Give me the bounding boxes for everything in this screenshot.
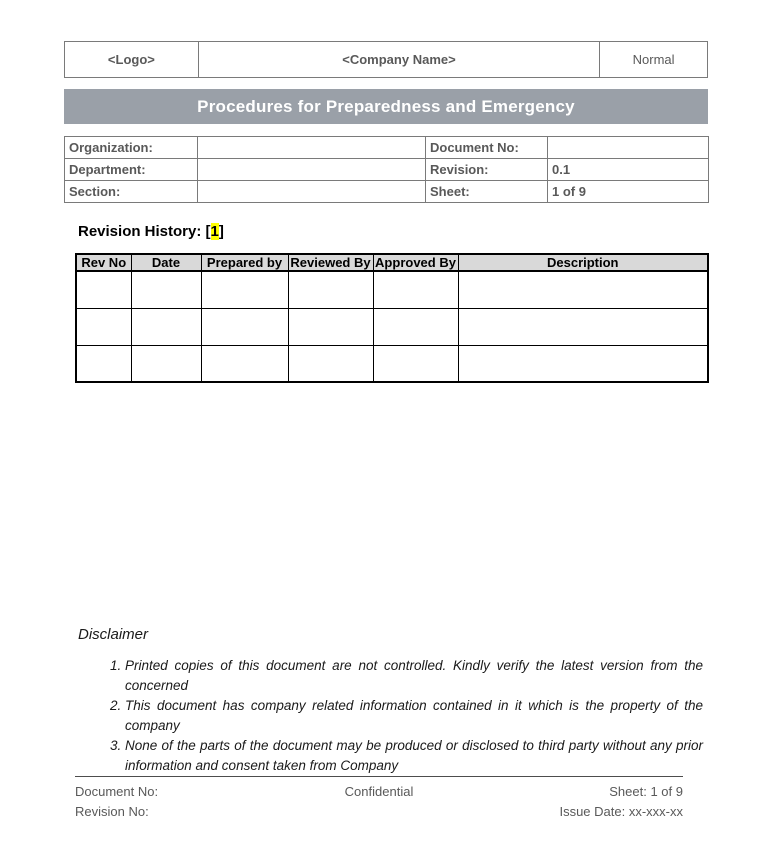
table-cell[interactable] (201, 345, 288, 382)
department-label: Department: (65, 159, 198, 181)
table-cell[interactable] (131, 345, 201, 382)
revision-count-highlight: 1 (210, 223, 219, 240)
table-cell[interactable] (201, 308, 288, 345)
revision-history-heading-bracket: ] (218, 223, 224, 240)
column-header-reviewed-by: Reviewed By (288, 254, 373, 271)
table-cell[interactable] (373, 345, 458, 382)
revision-history-table (75, 253, 709, 383)
department-value-cell[interactable] (198, 159, 426, 181)
sheet-label: Sheet: (426, 181, 548, 203)
table-row (76, 308, 708, 345)
document-title: Procedures for Preparedness and Emergency (197, 96, 575, 116)
revision-history-heading-text: Revision History: [ (78, 223, 211, 240)
revision-history-heading (78, 223, 224, 240)
table-cell[interactable] (76, 308, 131, 345)
table-row (65, 137, 709, 159)
sheet-value: 1 of 9 (548, 181, 709, 203)
title-banner (64, 89, 708, 124)
section-value-cell[interactable] (198, 181, 426, 203)
page-footer (75, 776, 683, 822)
table-cell[interactable] (288, 271, 373, 308)
table-row (65, 181, 709, 203)
organization-label: Organization: (65, 137, 198, 159)
table-cell[interactable] (76, 345, 131, 382)
document-no-label: Document No: (426, 137, 548, 159)
table-cell[interactable] (288, 345, 373, 382)
column-header-rev-no: Rev No (76, 254, 131, 271)
table-cell[interactable] (131, 271, 201, 308)
column-header-description: Description (458, 254, 708, 271)
table-header-row (76, 254, 708, 271)
revision-label: Revision: (426, 159, 548, 181)
organization-value-cell[interactable] (198, 137, 426, 159)
footer-revision-no-label: Revision No: (75, 804, 149, 819)
table-row (76, 345, 708, 382)
header-table (64, 41, 708, 78)
table-row (65, 159, 709, 181)
table-cell[interactable] (76, 271, 131, 308)
footer-issue-date-label: Issue Date: xx-xxx-xx (559, 804, 683, 819)
table-cell[interactable] (373, 271, 458, 308)
table-cell[interactable] (201, 271, 288, 308)
column-header-approved-by: Approved By (373, 254, 458, 271)
disclaimer-list (78, 656, 705, 776)
logo-placeholder: <Logo> (107, 52, 155, 67)
disclaimer-item: 1. Printed copies of this document are not controlled. Kindly verify the latest version from the concerned (125, 656, 705, 696)
disclaimer-section (78, 626, 705, 776)
column-header-prepared-by: Prepared by (201, 254, 288, 271)
document-info-table (64, 136, 709, 203)
section-label: Section: (65, 181, 198, 203)
table-cell[interactable] (458, 271, 708, 308)
doc-type-cell: Normal (599, 42, 707, 77)
table-cell[interactable] (458, 345, 708, 382)
footer-sheet-label: Sheet: 1 of 9 (609, 784, 683, 799)
column-header-date: Date (131, 254, 201, 271)
revision-value: 0.1 (548, 159, 709, 181)
disclaimer-heading: Disclaimer (78, 626, 149, 643)
disclaimer-item: 3. None of the parts of the document may be produced or disclosed to third party without any prior information and consent taken from Company (125, 736, 705, 776)
table-cell[interactable] (288, 308, 373, 345)
table-cell[interactable] (373, 308, 458, 345)
footer-right-block (463, 782, 683, 822)
table-row (76, 271, 708, 308)
disclaimer-item: 2. This document has company related information contained in it which is the property of the company (125, 696, 705, 736)
table-cell[interactable] (131, 308, 201, 345)
document-no-value-cell[interactable] (548, 137, 709, 159)
footer-confidential-label: Confidential (344, 784, 414, 799)
company-name-placeholder: <Company Name> (198, 42, 599, 77)
footer-document-no-label: Document No: (75, 784, 159, 799)
footer-left-block (75, 782, 295, 822)
table-cell[interactable] (458, 308, 708, 345)
